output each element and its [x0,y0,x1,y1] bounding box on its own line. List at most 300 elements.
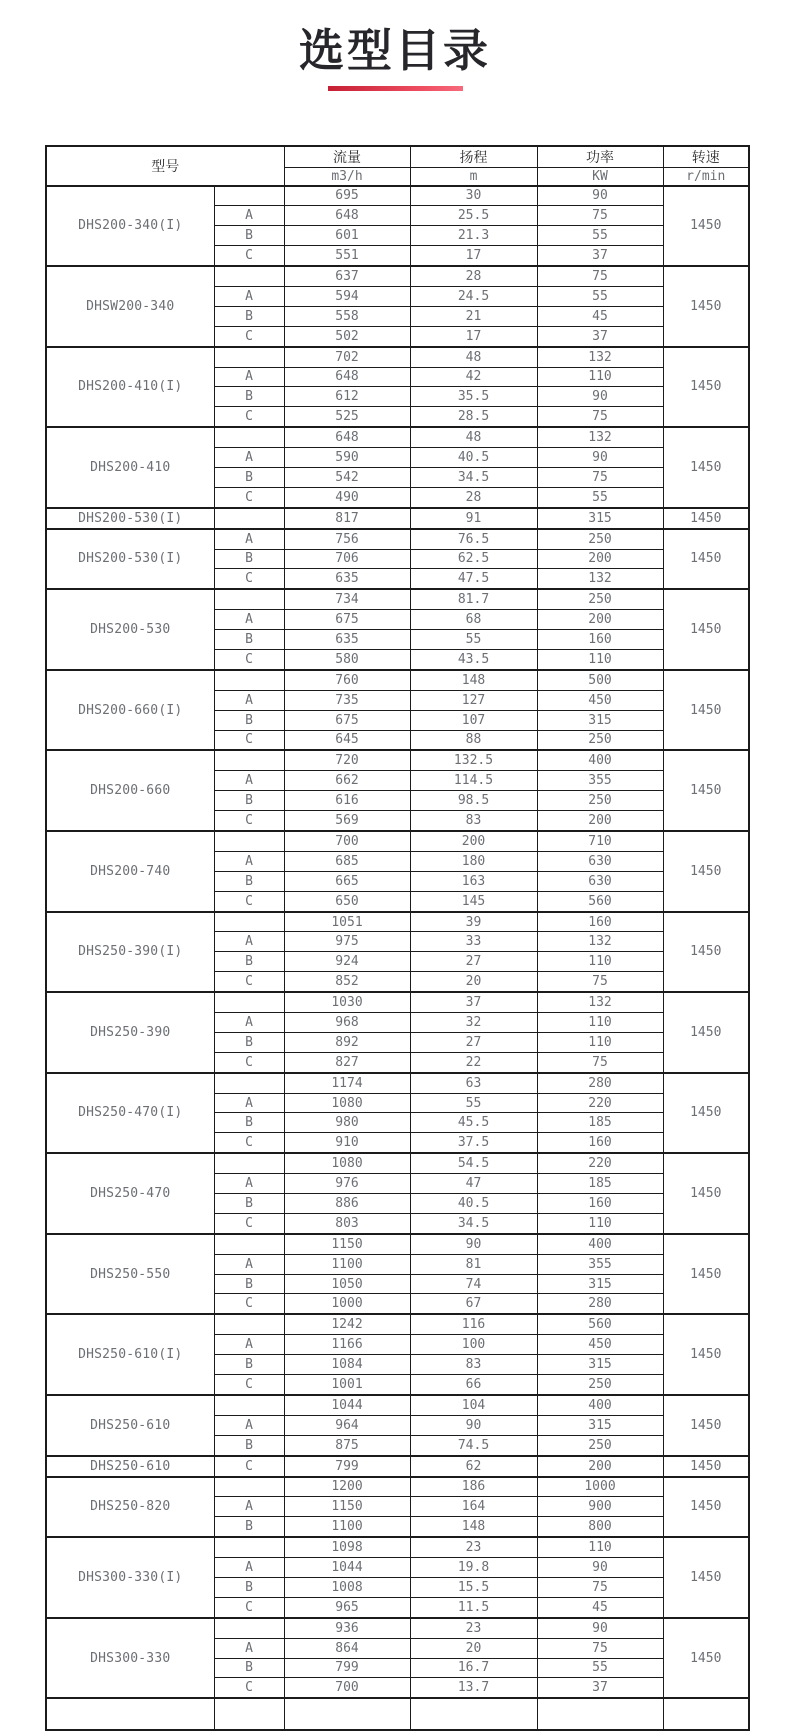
table-row [46,266,749,286]
variant-cell: B [214,1517,284,1537]
head-cell: 48 [410,347,537,367]
head-cell: 39 [410,912,537,932]
head-cell: 63 [410,1073,537,1093]
header-model: 型号 [46,146,284,186]
table-row [46,1153,749,1173]
head-cell: 76.5 [410,529,537,549]
variant-cell: B [214,1658,284,1678]
power-cell: 800 [537,1517,663,1537]
model-cell: DHS250-550 [46,1234,214,1315]
variant-cell: B [214,1577,284,1597]
head-cell: 104 [410,1395,537,1415]
flow-cell: 1030 [284,992,410,1012]
flow-cell: 502 [284,326,410,346]
head-cell: 186 [410,1477,537,1497]
flow-cell: 799 [284,1456,410,1477]
power-cell: 110 [537,952,663,972]
header-power: 功率 [537,146,663,168]
head-cell: 25.5 [410,206,537,226]
speed-cell: 1450 [663,1395,749,1456]
flow-cell: 650 [284,891,410,911]
variant-cell: B [214,549,284,569]
head-cell: 27 [410,952,537,972]
variant-cell: C [214,487,284,507]
head-cell: 90 [410,1234,537,1254]
power-cell: 400 [537,750,663,770]
flow-cell: 1174 [284,1073,410,1093]
speed-cell: 1450 [663,1314,749,1395]
variant-cell: C [214,246,284,266]
head-cell: 34.5 [410,467,537,487]
head-cell: 17 [410,246,537,266]
power-cell: 75 [537,266,663,286]
flow-cell: 756 [284,529,410,549]
power-cell: 45 [537,1597,663,1617]
table-row [46,750,749,770]
head-cell: 16.7 [410,1658,537,1678]
power-cell: 450 [537,690,663,710]
head-cell: 68 [410,610,537,630]
head-cell: 107 [410,710,537,730]
flow-cell: 1008 [284,1577,410,1597]
head-cell: 55 [410,1093,537,1113]
variant-cell [214,992,284,1012]
variant-cell: B [214,871,284,891]
power-cell: 250 [537,730,663,750]
variant-cell [214,1073,284,1093]
flow-cell: 734 [284,589,410,609]
power-cell: 200 [537,549,663,569]
speed-cell: 1450 [663,589,749,670]
head-cell: 114.5 [410,771,537,791]
variant-cell: C [214,1294,284,1314]
head-cell: 32 [410,1013,537,1033]
variant-cell: B [214,1355,284,1375]
variant-cell: B [214,791,284,811]
power-cell: 280 [537,1073,663,1093]
head-cell: 21 [410,306,537,326]
header-flow: 流量 [284,146,410,168]
model-cell: DHS250-610 [46,1395,214,1456]
table-row [46,347,749,367]
head-cell: 164 [410,1497,537,1517]
head-cell: 17 [410,326,537,346]
variant-cell: A [214,771,284,791]
head-cell: 74 [410,1274,537,1294]
head-cell: 48 [410,427,537,447]
power-cell: 75 [537,1638,663,1658]
variant-cell: C [214,569,284,589]
flow-cell: 827 [284,1052,410,1072]
flow-cell: 864 [284,1638,410,1658]
variant-cell [214,1153,284,1173]
flow-cell: 1051 [284,912,410,932]
flow-cell: 601 [284,226,410,246]
flow-cell: 924 [284,952,410,972]
power-cell: 500 [537,670,663,690]
flow-cell: 700 [284,1678,410,1698]
power-cell: 400 [537,1395,663,1415]
model-cell: DHS200-530 [46,589,214,670]
variant-cell [214,589,284,609]
variant-cell [214,1395,284,1415]
model-cell: DHS200-410 [46,427,214,508]
power-cell: 75 [537,467,663,487]
variant-cell: A [214,1497,284,1517]
flow-cell: 662 [284,771,410,791]
head-cell: 37 [410,992,537,1012]
flow-cell: 1044 [284,1395,410,1415]
head-cell: 20 [410,972,537,992]
variant-cell [214,508,284,529]
head-cell: 11.5 [410,1597,537,1617]
variant-cell [214,1618,284,1638]
head-cell: 19.8 [410,1558,537,1578]
head-cell: 30 [410,186,537,206]
power-cell: 250 [537,791,663,811]
power-cell: 450 [537,1335,663,1355]
power-cell: 90 [537,1558,663,1578]
variant-cell [214,266,284,286]
flow-cell: 612 [284,387,410,407]
selection-table [45,145,750,1731]
table-row [46,1618,749,1638]
power-cell: 200 [537,1456,663,1477]
power-cell: 250 [537,529,663,549]
table-row [46,992,749,1012]
table-row [46,1395,749,1415]
power-cell: 185 [537,1174,663,1194]
flow-cell: 685 [284,851,410,871]
flow-cell: 803 [284,1213,410,1233]
header-speed-unit: r/min [663,168,749,186]
variant-cell: B [214,1194,284,1214]
power-cell: 560 [537,1314,663,1334]
model-cell: DHS250-470 [46,1153,214,1234]
variant-cell: C [214,407,284,427]
flow-cell: 720 [284,750,410,770]
speed-cell: 1450 [663,266,749,347]
variant-cell [214,347,284,367]
header-head: 扬程 [410,146,537,168]
table-row [46,912,749,932]
variant-cell: A [214,610,284,630]
power-cell: 630 [537,871,663,891]
head-cell: 20 [410,1638,537,1658]
variant-cell: A [214,206,284,226]
flow-cell: 1098 [284,1537,410,1557]
head-cell: 81 [410,1254,537,1274]
power-cell: 75 [537,407,663,427]
power-cell: 560 [537,891,663,911]
variant-cell: A [214,1013,284,1033]
variant-cell: A [214,1254,284,1274]
head-cell: 15.5 [410,1577,537,1597]
flow-cell: 1001 [284,1375,410,1395]
speed-cell: 1450 [663,912,749,993]
head-cell: 148 [410,670,537,690]
empty-cell [663,1698,749,1730]
speed-cell: 1450 [663,1073,749,1154]
variant-cell: A [214,286,284,306]
power-cell: 132 [537,427,663,447]
variant-cell [214,1537,284,1557]
model-cell: DHS200-530(I) [46,508,214,529]
variant-cell: C [214,1456,284,1477]
model-cell: DHS200-410(I) [46,347,214,428]
power-cell: 185 [537,1113,663,1133]
flow-cell: 965 [284,1597,410,1617]
variant-cell: B [214,952,284,972]
flow-cell: 1080 [284,1093,410,1113]
flow-cell: 569 [284,811,410,831]
power-cell: 132 [537,932,663,952]
power-cell: 110 [537,649,663,669]
head-cell: 200 [410,831,537,851]
head-cell: 40.5 [410,1194,537,1214]
flow-cell: 936 [284,1618,410,1638]
head-cell: 24.5 [410,286,537,306]
variant-cell [214,186,284,206]
model-cell: DHS250-610 [46,1456,214,1477]
head-cell: 33 [410,932,537,952]
head-cell: 54.5 [410,1153,537,1173]
variant-cell: A [214,1415,284,1435]
flow-cell: 648 [284,206,410,226]
head-cell: 83 [410,1355,537,1375]
head-cell: 62.5 [410,549,537,569]
variant-cell: B [214,710,284,730]
head-cell: 88 [410,730,537,750]
head-cell: 28.5 [410,407,537,427]
flow-cell: 1000 [284,1294,410,1314]
variant-cell: C [214,1597,284,1617]
flow-cell: 637 [284,266,410,286]
flow-cell: 490 [284,487,410,507]
speed-cell: 1450 [663,750,749,831]
variant-cell: A [214,851,284,871]
speed-cell: 1450 [663,831,749,912]
head-cell: 90 [410,1415,537,1435]
head-cell: 127 [410,690,537,710]
variant-cell: C [214,972,284,992]
variant-cell: B [214,630,284,650]
head-cell: 81.7 [410,589,537,609]
variant-cell: B [214,306,284,326]
flow-cell: 910 [284,1133,410,1153]
flow-cell: 542 [284,467,410,487]
flow-cell: 525 [284,407,410,427]
flow-cell: 968 [284,1013,410,1033]
power-cell: 315 [537,710,663,730]
speed-cell: 1450 [663,1153,749,1234]
speed-cell: 1450 [663,1537,749,1618]
speed-cell: 1450 [663,347,749,428]
head-cell: 116 [410,1314,537,1334]
variant-cell: C [214,730,284,750]
power-cell: 200 [537,610,663,630]
header-row-labels [46,146,749,168]
head-cell: 98.5 [410,791,537,811]
head-cell: 132.5 [410,750,537,770]
model-cell: DHS200-660(I) [46,670,214,751]
head-cell: 74.5 [410,1435,537,1455]
flow-cell: 976 [284,1174,410,1194]
flow-cell: 1166 [284,1335,410,1355]
power-cell: 37 [537,246,663,266]
flow-cell: 1242 [284,1314,410,1334]
head-cell: 55 [410,630,537,650]
power-cell: 75 [537,1052,663,1072]
power-cell: 355 [537,771,663,791]
variant-cell: A [214,1335,284,1355]
head-cell: 35.5 [410,387,537,407]
power-cell: 900 [537,1497,663,1517]
flow-cell: 735 [284,690,410,710]
head-cell: 40.5 [410,448,537,468]
speed-cell: 1450 [663,427,749,508]
power-cell: 160 [537,912,663,932]
variant-cell [214,670,284,690]
speed-cell: 1450 [663,992,749,1073]
model-cell: DHS250-390(I) [46,912,214,993]
flow-cell: 975 [284,932,410,952]
flow-cell: 706 [284,549,410,569]
variant-cell [214,427,284,447]
flow-cell: 964 [284,1415,410,1435]
variant-cell: B [214,1274,284,1294]
variant-cell: A [214,529,284,549]
variant-cell [214,1314,284,1334]
head-cell: 37.5 [410,1133,537,1153]
header-flow-unit: m3/h [284,168,410,186]
head-cell: 67 [410,1294,537,1314]
head-cell: 83 [410,811,537,831]
power-cell: 75 [537,206,663,226]
table-row [46,1477,749,1497]
flow-cell: 760 [284,670,410,690]
head-cell: 145 [410,891,537,911]
flow-cell: 675 [284,610,410,630]
variant-cell [214,912,284,932]
speed-cell: 1450 [663,1234,749,1315]
table-row [46,427,749,447]
power-cell: 315 [537,508,663,529]
header-head-unit: m [410,168,537,186]
model-cell: DHS250-820 [46,1477,214,1538]
flow-cell: 648 [284,427,410,447]
flow-cell: 695 [284,186,410,206]
power-cell: 160 [537,630,663,650]
flow-cell: 665 [284,871,410,891]
variant-cell: B [214,387,284,407]
flow-cell: 886 [284,1194,410,1214]
table-header [46,146,749,186]
variant-cell: B [214,1435,284,1455]
power-cell: 160 [537,1194,663,1214]
power-cell: 160 [537,1133,663,1153]
flow-cell: 558 [284,306,410,326]
flow-cell: 1100 [284,1517,410,1537]
flow-cell: 700 [284,831,410,851]
model-cell: DHSW200-340 [46,266,214,347]
power-cell: 220 [537,1093,663,1113]
model-cell: DHS250-470(I) [46,1073,214,1154]
flow-cell: 594 [284,286,410,306]
flow-cell: 645 [284,730,410,750]
table-body [46,186,749,1731]
variant-cell: B [214,1113,284,1133]
power-cell: 132 [537,569,663,589]
power-cell: 355 [537,1254,663,1274]
flow-cell: 1050 [284,1274,410,1294]
power-cell: 250 [537,1375,663,1395]
power-cell: 90 [537,1618,663,1638]
page-title: 选型目录 [298,24,491,77]
variant-cell: C [214,649,284,669]
speed-cell: 1450 [663,670,749,751]
head-cell: 180 [410,851,537,871]
head-cell: 163 [410,871,537,891]
variant-cell: C [214,1213,284,1233]
flow-cell: 590 [284,448,410,468]
power-cell: 55 [537,487,663,507]
power-cell: 1000 [537,1477,663,1497]
variant-cell: A [214,1093,284,1113]
table-row [46,1234,749,1254]
power-cell: 90 [537,448,663,468]
cutoff-row [46,1698,749,1730]
head-cell: 27 [410,1032,537,1052]
table-row [46,529,749,549]
head-cell: 91 [410,508,537,529]
power-cell: 220 [537,1153,663,1173]
power-cell: 55 [537,286,663,306]
speed-cell: 1450 [663,1477,749,1538]
head-cell: 28 [410,266,537,286]
flow-cell: 551 [284,246,410,266]
table-row [46,1314,749,1334]
power-cell: 55 [537,226,663,246]
title-underline [328,86,463,91]
power-cell: 110 [537,367,663,387]
flow-cell: 875 [284,1435,410,1455]
power-cell: 75 [537,1577,663,1597]
speed-cell: 1450 [663,186,749,267]
power-cell: 132 [537,992,663,1012]
variant-cell: C [214,1133,284,1153]
variant-cell [214,831,284,851]
head-cell: 34.5 [410,1213,537,1233]
speed-cell: 1450 [663,1456,749,1477]
variant-cell: C [214,891,284,911]
model-cell: DHS250-390 [46,992,214,1073]
header-speed: 转速 [663,146,749,168]
variant-cell [214,1477,284,1497]
flow-cell: 635 [284,569,410,589]
power-cell: 250 [537,1435,663,1455]
flow-cell: 1150 [284,1234,410,1254]
power-cell: 315 [537,1355,663,1375]
model-cell: DHS300-330 [46,1618,214,1699]
power-cell: 280 [537,1294,663,1314]
variant-cell: C [214,1678,284,1698]
speed-cell: 1450 [663,508,749,529]
model-cell: DHS200-660 [46,750,214,831]
variant-cell: A [214,690,284,710]
head-cell: 21.3 [410,226,537,246]
power-cell: 710 [537,831,663,851]
